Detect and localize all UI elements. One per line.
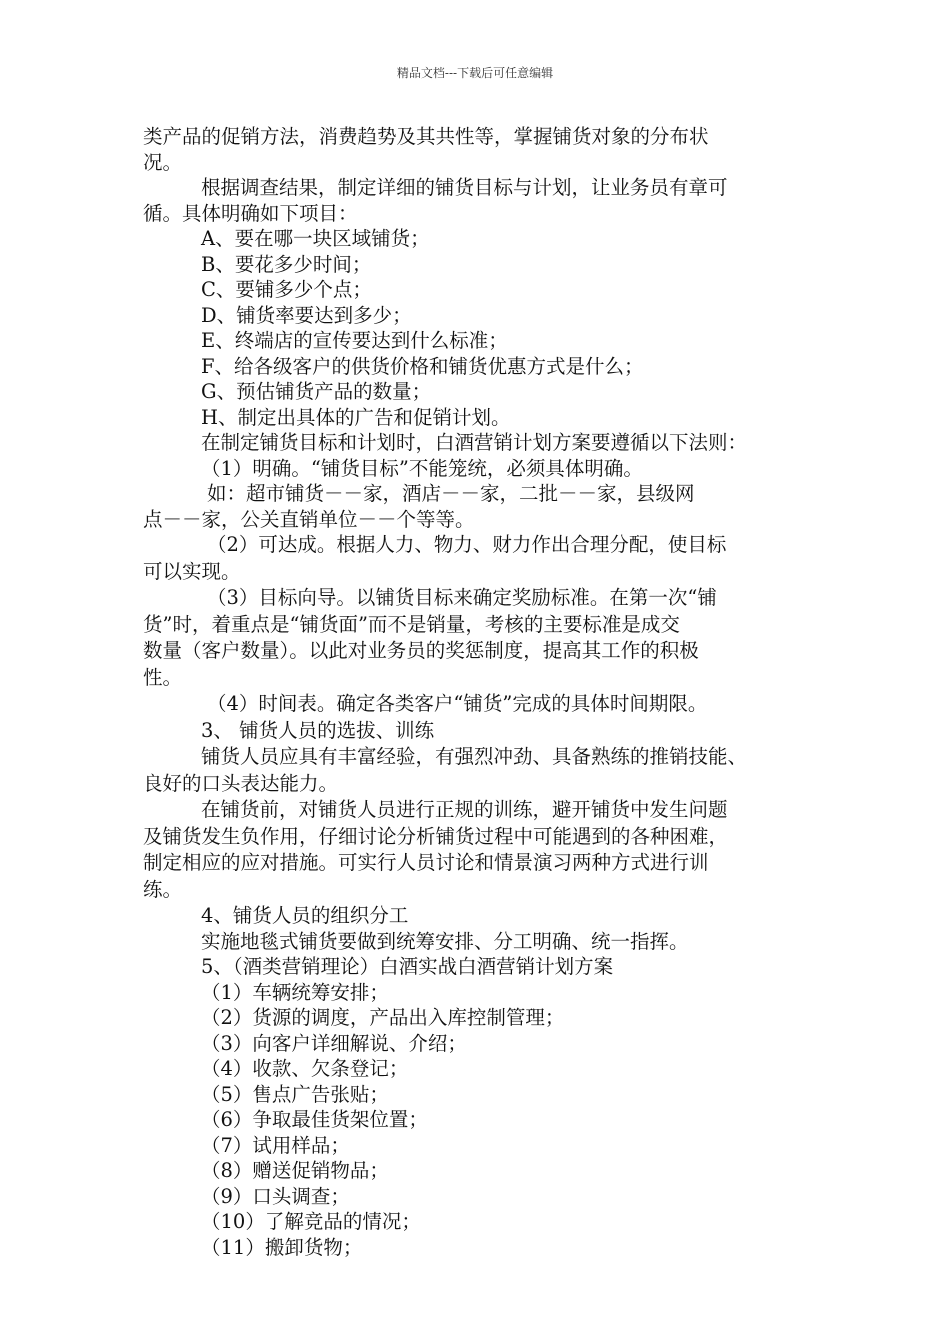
body-line: （1）明确。“铺货目标”不能笼统，必须具体明确。	[201, 456, 643, 480]
body-line: 及铺货发生负作用，仔细讨论分析铺货过程中可能遇到的各种困难，	[143, 824, 729, 848]
body-line: G、预估铺货产品的数量；	[201, 380, 432, 403]
body-line: （8）赠送促销物品；	[201, 1159, 389, 1182]
document-body	[143, 124, 818, 1260]
body-line: 类产品的促销方法，消费趋势及其共性等，掌握铺货对象的分布状	[143, 125, 709, 148]
body-line: （3）向客户详细解说、介绍；	[201, 1031, 467, 1055]
body-line: F、给各级客户的供货价格和铺货优惠方式是什么；	[201, 354, 644, 378]
body-line: 良好的口头表达能力。	[143, 771, 339, 795]
body-line: 5、（酒类营销理论）白酒实战白酒营销计划方案	[201, 955, 614, 978]
body-line: 货”时，着重点是“铺货面”而不是销量，考核的主要标准是成交	[143, 612, 680, 636]
body-line: 铺货人员应具有丰富经验，有强烈冲劲、具备熟练的推销技能、	[201, 745, 748, 768]
body-line: （4）时间表。确定各类客户“铺货”完成的具体时间期限。	[207, 692, 708, 715]
body-line: 可以实现。	[143, 559, 241, 583]
body-line: 如：超市铺货－－家，酒店－－家，二批－－家，县级网	[207, 482, 695, 505]
body-line: 性。	[143, 665, 183, 689]
body-line: （4）收款、欠条登记；	[201, 1057, 409, 1080]
body-line: （7）试用样品；	[201, 1133, 350, 1157]
body-line: （2）货源的调度，产品出入库控制管理；	[201, 1006, 565, 1029]
body-line: 制定相应的应对措施。可实行人员讨论和情景演习两种方式进行训	[143, 851, 709, 874]
body-line: 4、铺货人员的组织分工	[201, 904, 409, 927]
body-line: B、要花多少时间；	[201, 252, 372, 276]
body-line: D、铺货率要达到多少；	[201, 303, 412, 327]
body-line: 数量（客户数量）。以此对业务员的奖惩制度，提高其工作的积极	[143, 639, 699, 662]
body-line: 根据调查结果，制定详细的铺货目标与计划，让业务员有章可	[201, 176, 728, 199]
body-line: 况。	[143, 150, 183, 174]
body-line: 练。	[143, 877, 183, 901]
body-line: C、要铺多少个点；	[201, 278, 372, 301]
body-line: （1）车辆统筹安排；	[201, 980, 389, 1004]
body-line: 循。具体明确如下项目：	[143, 201, 358, 225]
body-line: （10）了解竞品的情况；	[201, 1210, 421, 1233]
body-line: 点－－家，公关直销单位－－个等等。	[143, 507, 475, 531]
body-line: （2）可达成。根据人力、物力、财力作出合理分配，使目标	[207, 533, 727, 556]
body-line: （5）售点广告张贴；	[201, 1082, 389, 1106]
body-line: A、要在哪一块区域铺货；	[201, 227, 430, 250]
body-line: E、终端店的宣传要达到什么标准；	[201, 329, 508, 352]
page-header: 精品文档---下载后可任意编辑	[396, 66, 554, 80]
body-line: 在铺货前，对铺货人员进行正规的训练，避开铺货中发生问题	[201, 798, 728, 821]
body-line: H、制定出具体的广告和促销计划。	[201, 405, 511, 429]
body-line: 3、 铺货人员的选拔、训练	[201, 718, 435, 742]
body-line: （11）搬卸货物；	[201, 1235, 363, 1259]
body-line: （9）口头调查；	[201, 1184, 350, 1208]
body-line: 实施地毯式铺货要做到统筹安排、分工明确、统一指挥。	[201, 929, 689, 953]
body-line: 在制定铺货目标和计划时，白酒营销计划方案要遵循以下法则：	[201, 431, 748, 454]
body-line: （6）争取最佳货架位置；	[201, 1108, 428, 1131]
body-line: （3）目标向导。以铺货目标来确定奖励标准。在第一次“铺	[207, 586, 717, 609]
